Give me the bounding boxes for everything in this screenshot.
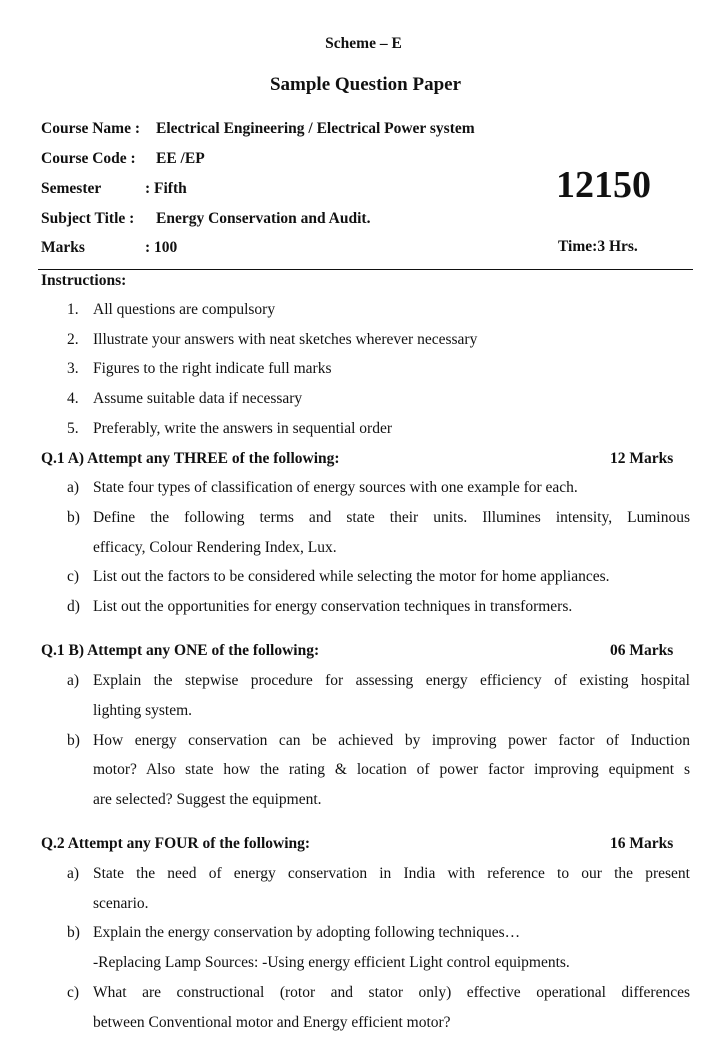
paper-title: Sample Question Paper xyxy=(269,74,462,95)
instruction-text: Preferably, write the answers in sequential order xyxy=(93,420,392,437)
question-text: Explain the energy conservation by adopting following techniques… xyxy=(93,924,521,941)
question-text: How energy conservation can be achieved by improving power factor of Induction xyxy=(93,732,690,749)
question-text: List out the opportunities for energy conservation techniques in transformers. xyxy=(93,598,573,615)
header-divider xyxy=(38,269,693,270)
subject-title-value: Energy Conservation and Audit. xyxy=(156,210,371,227)
question-text-continued: are selected? Suggest the equipment. xyxy=(93,791,322,808)
q1a-marks: 12 Marks xyxy=(610,450,674,467)
question-text: State the need of energy conservation in India with reference to our the present xyxy=(93,865,690,882)
question-text: Explain the stepwise procedure for assessing energy efficiency of existing hospital xyxy=(93,672,690,689)
instruction-number: 2. xyxy=(67,331,79,348)
q1a-heading: Q.1 A) Attempt any THREE of the following: xyxy=(41,450,340,467)
question-text: List out the factors to be considered while selecting the motor for home appliances. xyxy=(93,568,610,585)
question-letter: a) xyxy=(67,865,80,882)
paper-code: 12150 xyxy=(556,164,651,206)
question-text: State four types of classification of energy sources with one example for each. xyxy=(93,479,578,496)
question-letter: b) xyxy=(67,924,80,941)
question-text-continued: efficacy, Colour Rendering Index, Lux. xyxy=(93,539,337,556)
instruction-number: 1. xyxy=(67,301,79,318)
q1b-marks: 06 Marks xyxy=(610,642,674,659)
q1b-heading: Q.1 B) Attempt any ONE of the following: xyxy=(41,642,320,659)
instruction-text: Figures to the right indicate full marks xyxy=(93,360,332,377)
course-code-value: EE /EP xyxy=(156,150,205,167)
instructions-heading: Instructions: xyxy=(41,272,127,289)
question-letter: b) xyxy=(67,732,80,749)
question-letter: a) xyxy=(67,672,80,689)
q2-marks: 16 Marks xyxy=(610,835,674,852)
marks-label: Marks xyxy=(41,239,85,256)
instruction-number: 5. xyxy=(67,420,79,437)
instruction-text: Illustrate your answers with neat sketches wherever necessary xyxy=(93,331,478,348)
semester-label: Semester xyxy=(41,180,102,197)
question-text-continued: scenario. xyxy=(93,895,149,912)
question-text-continued: lighting system. xyxy=(93,702,193,719)
course-code-label: Course Code : xyxy=(41,150,136,167)
instruction-number: 4. xyxy=(67,390,79,407)
question-text-continued: between Conventional motor and Energy efficient motor? xyxy=(93,1014,451,1031)
question-letter: c) xyxy=(67,568,80,585)
question-text-continued: motor? Also state how the rating & location of power factor improving equipment s xyxy=(93,761,690,778)
instruction-text: All questions are compulsory xyxy=(93,301,276,318)
time-label: Time:3 Hrs. xyxy=(558,238,638,255)
question-text: Define the following terms and state their units. Illumines intensity, Luminous xyxy=(93,509,690,526)
q2-heading: Q.2 Attempt any FOUR of the following: xyxy=(41,835,311,852)
course-name-label: Course Name : xyxy=(41,120,141,137)
course-name-value: Electrical Engineering / Electrical Power system xyxy=(156,120,475,137)
question-text: What are constructional (rotor and stator only) effective operational differences xyxy=(93,984,690,1001)
subject-title-label: Subject Title : xyxy=(41,210,135,227)
question-letter: b) xyxy=(67,509,80,526)
question-text-continued: -Replacing Lamp Sources: -Using energy efficient Light control equipments. xyxy=(93,954,570,971)
marks-value: : 100 xyxy=(145,239,178,256)
instruction-number: 3. xyxy=(67,360,79,377)
question-letter: c) xyxy=(67,984,80,1001)
semester-value: : Fifth xyxy=(145,180,187,197)
instruction-text: Assume suitable data if necessary xyxy=(93,390,303,407)
question-letter: d) xyxy=(67,598,80,615)
question-letter: a) xyxy=(67,479,80,496)
scheme-label: Scheme – E xyxy=(325,35,402,52)
